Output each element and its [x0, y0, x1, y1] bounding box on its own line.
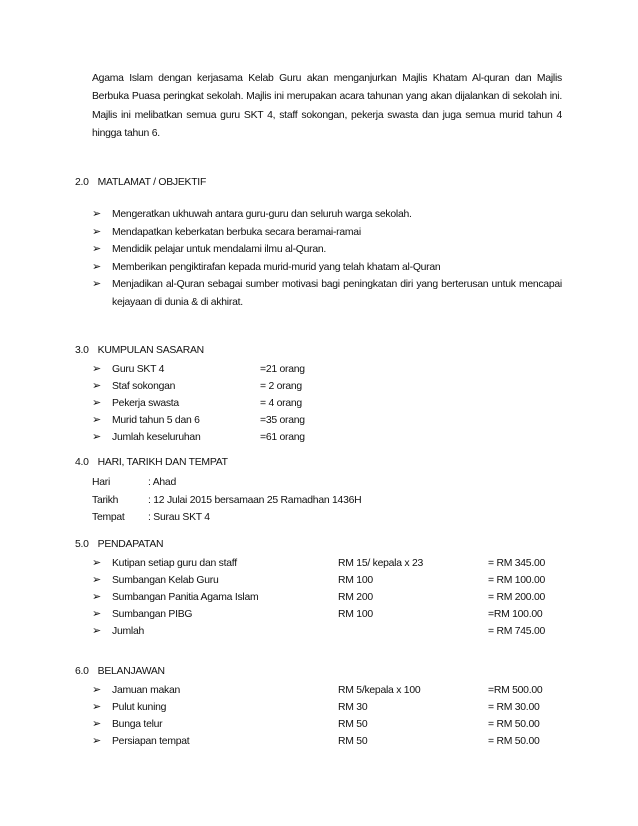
section-budget-title [75, 666, 165, 677]
income-label: Kutipan setiap guru dan staff [112, 558, 237, 569]
section-target-title [75, 345, 204, 356]
budget-total: = RM 50.00 [488, 736, 540, 747]
target-label: Staf sokongan [112, 381, 176, 392]
section-number: 2.0 [75, 177, 89, 188]
arrow-bullet-icon: ➢ [92, 414, 101, 426]
target-count: =21 orang [260, 364, 305, 375]
info-value: : Surau SKT 4 [148, 512, 210, 523]
budget-label: Bunga telur [112, 719, 163, 730]
list-item-text: Menjadikan al-Quran sebagai sumber motivasi bagi peningkatan diri yang berterusan untuk mencapai kejayaan di dunia & di akhirat. [112, 279, 562, 308]
budget-label: Pulut kuning [112, 702, 167, 713]
income-rate: RM 100 [338, 609, 373, 620]
income-rate: RM 200 [338, 592, 373, 603]
budget-rate: RM 30 [338, 702, 368, 713]
target-label: Jumlah keseluruhan [112, 432, 201, 443]
list-item-text: Mendidik pelajar untuk mendalami ilmu al-Quran. [112, 244, 327, 256]
list-item [92, 206, 562, 224]
section-number: 6.0 [75, 666, 89, 677]
arrow-bullet-icon: ➢ [92, 701, 101, 713]
arrow-bullet-icon: ➢ [92, 380, 101, 392]
info-label: Tarikh [92, 495, 119, 506]
target-count: = 4 orang [260, 398, 302, 409]
section-heading: KUMPULAN SASARAN [97, 345, 204, 356]
income-label: Sumbangan Kelab Guru [112, 575, 219, 586]
income-total: = RM 100.00 [488, 575, 546, 586]
section-number: 5.0 [75, 539, 89, 550]
list-item [92, 224, 562, 242]
income-label: Jumlah [112, 626, 144, 637]
budget-total: =RM 500.00 [488, 685, 543, 696]
list-item-text: Memberikan pengiktirafan kepada murid-murid yang telah khatam al-Quran [112, 261, 441, 273]
list-item [92, 241, 562, 259]
arrow-bullet-icon: ➢ [92, 243, 101, 256]
budget-rate: RM 5/kepala x 100 [338, 685, 421, 696]
budget-label: Jamuan makan [112, 685, 181, 696]
arrow-bullet-icon: ➢ [92, 557, 101, 569]
intro-paragraph: Agama Islam dengan kerjasama Kelab Guru akan menganjurkan Majlis Khatam Al-quran dan Majlis Berbuka Puasa peringkat sekolah. Majlis ini merupakan acara tahunan yang akan dijalankan di sekolah ini. Majlis ini melibatkan semua guru SKT 4, staff sokongan, pekerja swasta dan juga semua murid tahun 4 hingga tahun 6. [92, 73, 562, 139]
arrow-bullet-icon: ➢ [92, 625, 101, 637]
section-objective-title [75, 177, 206, 188]
arrow-bullet-icon: ➢ [92, 363, 101, 375]
section-number: 3.0 [75, 345, 89, 356]
target-label: Guru SKT 4 [112, 364, 165, 375]
income-total: = RM 200.00 [488, 592, 546, 603]
objective-list [92, 206, 562, 312]
income-label: Sumbangan Panitia Agama Islam [112, 592, 259, 603]
target-label: Murid tahun 5 dan 6 [112, 415, 200, 426]
section-heading: PENDAPATAN [97, 539, 164, 550]
income-total: = RM 745.00 [488, 626, 546, 637]
list-item-text: Mengeratkan ukhuwah antara guru-guru dan seluruh warga sekolah. [112, 209, 412, 220]
arrow-bullet-icon: ➢ [92, 208, 101, 220]
budget-total: = RM 30.00 [488, 702, 540, 713]
arrow-bullet-icon: ➢ [92, 397, 101, 409]
section-heading: MATLAMAT / OBJEKTIF [97, 177, 207, 188]
arrow-bullet-icon: ➢ [92, 735, 101, 747]
income-rate: RM 100 [338, 575, 373, 586]
income-total: =RM 100.00 [488, 609, 543, 620]
list-item-text: Mendapatkan keberkatan berbuka secara beramai-ramai [112, 226, 361, 238]
budget-rate: RM 50 [338, 719, 368, 730]
section-heading: HARI, TARIKH DAN TEMPAT [97, 457, 228, 468]
arrow-bullet-icon: ➢ [92, 260, 101, 273]
income-label: Sumbangan PIBG [112, 609, 193, 620]
info-value: : Ahad [148, 477, 176, 488]
info-value: : 12 Julai 2015 bersamaan 25 Ramadhan 1436H [148, 495, 362, 506]
target-count: = 2 orang [260, 381, 302, 392]
arrow-bullet-icon: ➢ [92, 278, 101, 291]
income-rate: RM 15/ kepala x 23 [338, 558, 424, 569]
arrow-bullet-icon: ➢ [92, 591, 101, 603]
target-count: =61 orang [260, 432, 305, 443]
arrow-bullet-icon: ➢ [92, 684, 101, 696]
arrow-bullet-icon: ➢ [92, 225, 101, 238]
info-label: Hari [92, 477, 111, 488]
arrow-bullet-icon: ➢ [92, 431, 101, 443]
section-heading: BELANJAWAN [97, 666, 165, 677]
budget-rate: RM 50 [338, 736, 368, 747]
section-when-where-title [75, 457, 228, 468]
section-income-title [75, 539, 163, 550]
list-item [92, 259, 562, 277]
arrow-bullet-icon: ➢ [92, 574, 101, 586]
budget-label: Persiapan tempat [112, 736, 190, 747]
list-item [92, 276, 562, 311]
info-label: Tempat [92, 512, 125, 523]
target-label: Pekerja swasta [112, 398, 179, 409]
target-count: =35 orang [260, 415, 305, 426]
section-number: 4.0 [75, 457, 89, 468]
arrow-bullet-icon: ➢ [92, 608, 101, 620]
income-total: = RM 345.00 [488, 558, 546, 569]
budget-total: = RM 50.00 [488, 719, 540, 730]
arrow-bullet-icon: ➢ [92, 718, 101, 730]
